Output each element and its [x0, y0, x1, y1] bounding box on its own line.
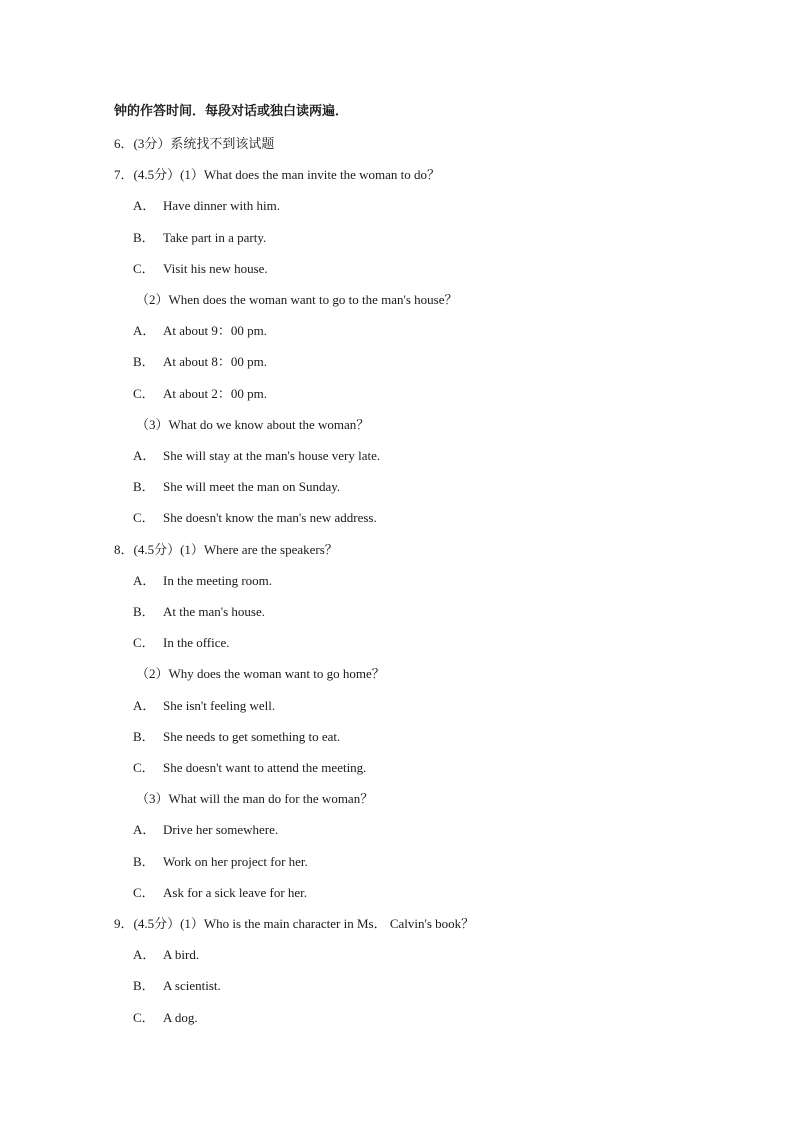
- option-text: Ask for a sick leave for her.: [163, 885, 308, 900]
- option-letter: B．: [133, 729, 155, 744]
- option-letter: B．: [133, 854, 155, 869]
- option-letter: C．: [133, 1010, 155, 1025]
- option-text: A dog.: [163, 1010, 198, 1025]
- option-letter: A．: [133, 822, 156, 837]
- answer-option: [133, 573, 272, 589]
- sub-question: （2）Why does the woman want to go home？: [136, 666, 385, 681]
- option-text: In the meeting room.: [163, 573, 273, 588]
- option-letter: C．: [133, 386, 155, 401]
- option-letter: A．: [133, 698, 156, 713]
- option-letter: A．: [133, 448, 156, 463]
- question-heading: 6．(3分）系统找不到该试题: [114, 136, 275, 151]
- option-text: She will meet the man on Sunday.: [163, 479, 341, 494]
- answer-option: [133, 760, 366, 776]
- option-text: At about 8：00 pm.: [163, 354, 267, 369]
- option-text: She isn't feeling well.: [163, 698, 276, 713]
- answer-option: [133, 198, 280, 214]
- option-letter: C．: [133, 885, 155, 900]
- option-text: At about 9：00 pm.: [163, 323, 267, 338]
- option-letter: B．: [133, 230, 155, 245]
- option-letter: C．: [133, 510, 155, 525]
- answer-option: [133, 261, 268, 277]
- answer-option: [133, 230, 266, 246]
- answer-option: [133, 448, 380, 464]
- question-heading: 8．(4.5分）(1）Where are the speakers？: [114, 542, 338, 557]
- option-letter: B．: [133, 479, 155, 494]
- option-letter: C．: [133, 261, 155, 276]
- answer-option: [133, 698, 275, 714]
- option-text: Have dinner with him.: [163, 198, 280, 213]
- answer-option: [133, 354, 267, 370]
- option-text: She needs to get something to eat.: [163, 729, 341, 744]
- sub-question: （3）What will the man do for the woman？: [136, 791, 374, 806]
- sub-question: （2）When does the woman want to go to the man's house？: [136, 292, 458, 307]
- answer-option: [133, 1010, 198, 1026]
- option-text: She will stay at the man's house very late.: [163, 448, 381, 463]
- sub-question: （3）What do we know about the woman？: [136, 417, 370, 432]
- option-letter: A．: [133, 198, 156, 213]
- answer-option: [133, 822, 278, 838]
- answer-option: [133, 479, 340, 495]
- option-text: She doesn't want to attend the meeting.: [163, 760, 367, 775]
- option-text: Take part in a party.: [163, 230, 267, 245]
- intro-text: 钟的作答时间．每段对话或独白读两遍．: [114, 104, 349, 119]
- option-text: At the man's house.: [163, 604, 265, 619]
- option-text: Work on her project for her.: [163, 854, 308, 869]
- option-text: Drive her somewhere.: [163, 822, 279, 837]
- option-text: A scientist.: [163, 978, 221, 993]
- answer-option: [133, 947, 199, 963]
- option-letter: B．: [133, 604, 155, 619]
- answer-option: [133, 386, 267, 402]
- option-letter: C．: [133, 760, 155, 775]
- answer-option: [133, 323, 267, 339]
- question-heading: 7．(4.5分）(1）What does the man invite the woman to do？: [114, 167, 441, 182]
- option-letter: A．: [133, 573, 156, 588]
- option-text: Visit his new house.: [163, 261, 268, 276]
- answer-option: [133, 978, 221, 994]
- option-letter: B．: [133, 354, 155, 369]
- option-letter: A．: [133, 323, 156, 338]
- option-text: At about 2：00 pm.: [163, 386, 267, 401]
- option-letter: A．: [133, 947, 156, 962]
- answer-option: [133, 635, 230, 651]
- option-text: A bird.: [163, 947, 200, 962]
- option-letter: C．: [133, 635, 155, 650]
- answer-option: [133, 510, 377, 526]
- question-heading: 9．(4.5分）(1）Who is the main character in Ms． Calvin's book？: [114, 916, 475, 931]
- answer-option: [133, 604, 265, 620]
- option-text: In the office.: [163, 635, 230, 650]
- answer-option: [133, 854, 308, 870]
- option-letter: B．: [133, 978, 155, 993]
- answer-option: [133, 885, 307, 901]
- answer-option: [133, 729, 340, 745]
- option-text: She doesn't know the man's new address.: [163, 510, 377, 525]
